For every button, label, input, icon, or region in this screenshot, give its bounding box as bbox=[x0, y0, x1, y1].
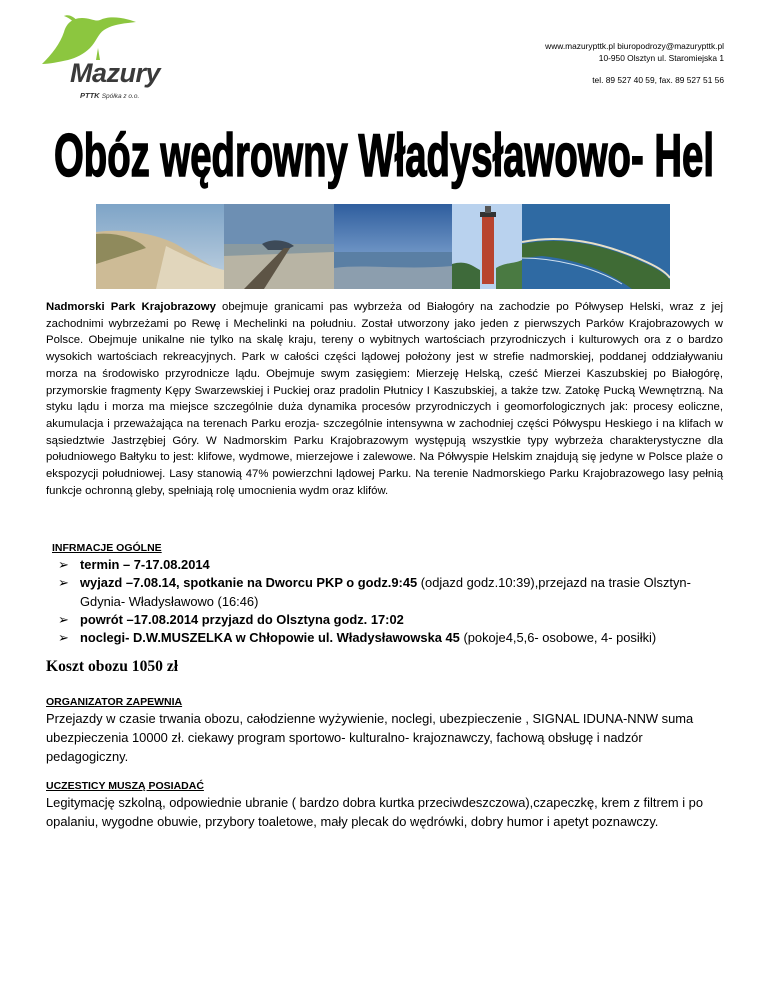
intro-paragraph bbox=[46, 299, 723, 499]
logo-company-form: Spółka z o.o. bbox=[101, 93, 140, 100]
arrow-bullet-icon: ➢ bbox=[58, 630, 69, 646]
logo-wordmark: Mazury bbox=[70, 58, 161, 88]
photo-strip bbox=[96, 204, 670, 289]
info-item-term: ➢ termin – 7-17.08.2014 bbox=[46, 556, 736, 574]
page-title bbox=[0, 124, 768, 190]
logo-pttk: PTTK bbox=[80, 91, 100, 100]
cost-line: Koszt obozu 1050 zł bbox=[46, 658, 179, 675]
general-info-list bbox=[46, 556, 736, 647]
organizer-heading: ORGANIZATOR ZAPEWNIA bbox=[46, 696, 183, 708]
info-item-departure: ➢ wyjazd –7.08.14, spotkanie na Dworcu PKP o godz.9:45 (odjazd godz.10:39),przejazd na trasie Olsztyn- Gdynia- Władysławowo (16:46) bbox=[58, 575, 691, 609]
title-graphic bbox=[44, 124, 724, 190]
organizer-text: Przejazdy w czasie trwania obozu, całodzienne wyżywienie, noclegi, ubezpieczenie , SIGNAL IDUNA-NNW suma ubezpieczenia 10000 zł. ciekawy program sportowo- kulturalno- krajoznawczy, fachową obsługę i nadzór pedagogiczny. bbox=[46, 711, 694, 764]
photo-sea-horizon bbox=[334, 204, 452, 289]
general-info-heading: INFRMACJE OGÓLNE bbox=[52, 542, 162, 554]
arrow-bullet-icon: ➢ bbox=[58, 575, 69, 591]
contact-address: 10-950 Olsztyn ul. Staromiejska 1 bbox=[598, 53, 724, 63]
photo-hel-peninsula-aerial bbox=[522, 204, 670, 289]
contact-phone: tel. 89 527 40 59, fax. 89 527 51 56 bbox=[592, 75, 724, 85]
company-logo bbox=[38, 14, 178, 100]
contact-block bbox=[545, 40, 724, 86]
logo-subtitle bbox=[80, 91, 139, 100]
intro-lead: Nadmorski Park Krajobrazowy bbox=[46, 301, 216, 313]
contact-web-email: www.mazurypttk.pl biuropodrozy@mazurypttk.pl bbox=[545, 41, 724, 51]
intro-text: obejmuje granicami pas wybrzeża od Białogóry na zachodzie po Półwysep Helski, wraz z jej zachodnimi wybrzeżami po Rewę i Mechelinki na południu. Został utworzony jako jeden z pierwszych Parków Krajobrazowych w Polsce. Obejmuje unikalne nie tylko na skalę kraju, tereny o wybitnych wartościach przyrodniczych i kulturowych ora z o bardzo wysokich wartościach rekreacyjnych. Park w całości części lądowej położony jest w strefie nadmorskiej, poddanej oddziaływaniu morza na środowisko przyrodnicze lądu. Obejmuje swym zasięgiem: Mierzeję Helską, cześć Mierzei Kaszubskiej po Białogórę, przymorskie fragmenty Kępy Swarzewskiej i Puckiej oraz pradolin Płutnicy I Kaszubskiej, a także tzw. Zatokę Pucką Wewnętrzną. Na styku lądu i morza ma miejsce szczególnie duża dynamika procesów przyrodniczych i geomorfologicznych jak: procesy eoliczne, akumulacja i przeważająca na terenach Parku erozja- szczególnie intensywna w zachodniej części Półwyspu Heskiego i na klifach w sąsiedztwie Jastrzębiej Góry. W Nadmorskim Parku Krajobrazowym występują wszystkie typy wybrzeża charakterystyczne dla południowego Bałtyku to jest: klifowe, wydmowe, mierzejowe i zalewowe. Na Półwyspie Helskim znajdują się jedyne w Polsce plaże o ekspozycji południowej. Lasy stanowią 47% powierzchni lądowej Parku. Na terenie Nadmorskiego Parku Krajobrazowego lasy pełnią funkcje ochronną gleby, spełniają rolę umocnienia wydm oraz klifów. bbox=[46, 301, 723, 497]
title-text: Obóz wędrowny Władysławowo- Hel bbox=[54, 124, 714, 189]
arrow-bullet-icon: ➢ bbox=[58, 611, 69, 627]
photo-lighthouse bbox=[452, 204, 522, 289]
participants-text: Legitymację szkolną, odpowiednie ubranie ( bardzo dobra kurtka przeciwdeszczowa),czapeczkę, krem z filtrem i po opalaniu, wygodne obuwie, przybory toaletowe, mały plecak do wędrówki, dobry humor i apetyt poznawczy. bbox=[46, 795, 704, 829]
info-item-accommodation: ➢ noclegi- D.W.MUSZELKA w Chłopowie ul. Władysławowska 45 (pokoje4,5,6- osobowe, 4- posiłki) bbox=[46, 629, 736, 647]
photo-boat-on-beach bbox=[224, 204, 334, 289]
arrow-bullet-icon: ➢ bbox=[58, 557, 69, 572]
info-item-return: ➢ powrót –17.08.2014 przyjazd do Olsztyna godz. 17:02 bbox=[46, 611, 736, 629]
photo-beach-dunes bbox=[96, 204, 224, 289]
participants-heading: UCZESTICY MUSZĄ POSIADAĆ bbox=[46, 780, 204, 792]
